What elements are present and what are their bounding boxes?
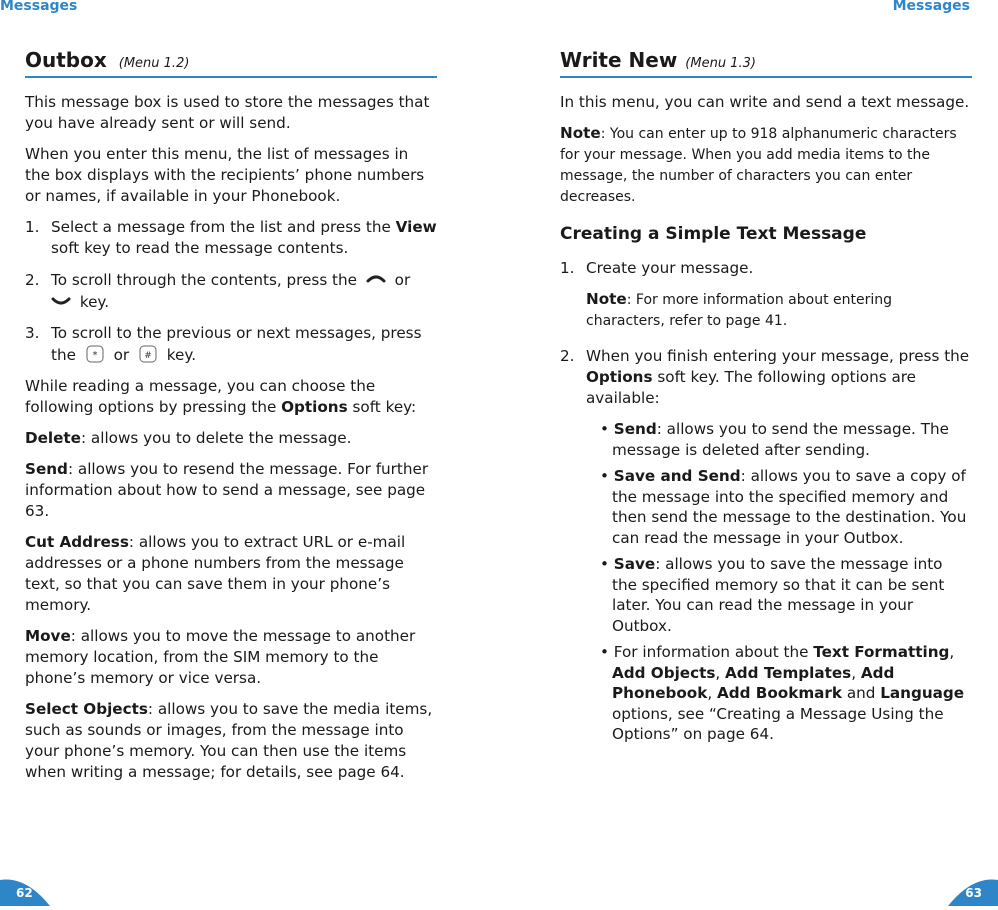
running-header-right: Messages	[892, 0, 970, 14]
section-heading: Creating a Simple Text Message	[560, 224, 867, 244]
hash-key-icon	[138, 344, 158, 364]
write-new-menu-ref: (Menu 1.3)	[685, 56, 756, 71]
bullet-save-and-send: • Save and Send: allows you to save a copy of the message into the specified memory and then send the message to the destination. You can read the message in your Outbox.	[600, 467, 967, 547]
right-page	[560, 48, 972, 751]
outbox-menu-ref: (Menu 1.2)	[118, 56, 190, 71]
bullet-save: • Save: allows you to save the message into the specified memory so that it can be sent later. You can read the message in your Outbox.	[600, 555, 945, 635]
write-step-1-note: Note: For more information about entering characters, refer to page 41.	[586, 290, 893, 329]
outbox-step-1: 1. Select a message from the list and press the View soft key to read the message contents.	[25, 218, 437, 257]
page-number-left: 62	[0, 876, 52, 906]
page-number-right: 63	[946, 876, 998, 906]
write-new-note: Note: You can enter up to 918 alphanumeric characters for your message. When you add media items to the message, the number of characters you can enter decreases.	[560, 124, 957, 205]
options-intro: While reading a message, you can choose the following options by pressing the Options soft key:	[25, 377, 417, 416]
outbox-intro: This message box is used to store the messages that you have already sent or will send.	[25, 93, 430, 132]
star-key-icon	[85, 344, 105, 364]
nav-up-key-icon	[366, 269, 386, 289]
option-select-objects: Select Objects: allows you to save the media items, such as sounds or images, from the message into your phone’s memory. You can then use the items when writing a message; for details, see page 64.	[25, 700, 433, 781]
option-send: Send: allows you to resend the message. For further information about how to send a message, see page 63.	[25, 460, 429, 520]
option-move: Move: allows you to move the message to another memory location, from the SIM memory to the phone’s memory or vice versa.	[25, 627, 416, 687]
bullet-send: • Send: allows you to send the message. The message is deleted after sending.	[600, 420, 949, 459]
option-delete: Delete: allows you to delete the message.	[25, 429, 352, 447]
write-new-intro: In this menu, you can write and send a text message.	[560, 93, 970, 111]
running-header-left: Messages	[0, 0, 78, 14]
left-page	[25, 48, 437, 793]
outbox-heading	[25, 48, 437, 78]
svg-text:#: #	[144, 351, 152, 361]
outbox-title: Outbox	[25, 48, 107, 72]
option-cut-address: Cut Address: allows you to extract URL or e-mail addresses or a phone numbers from the message text, so that you can save them in your phone’s memory.	[25, 533, 406, 614]
write-new-heading	[560, 48, 972, 78]
nav-down-key-icon	[51, 291, 71, 311]
bullet-more-options: • For information about the Text Formatting, Add Objects, Add Templates, Add Phonebook, Add Bookmark and Language options, see “Creating a Message Using the Options” on page 64.	[600, 643, 965, 743]
svg-text:*: *	[92, 350, 98, 361]
outbox-step-2: 2. To scroll through the contents, press the or key.	[25, 271, 411, 311]
write-step-2: 2. When you finish entering your message, press the Options soft key. The following options are available:	[560, 347, 970, 407]
outbox-step-3: 3. To scroll to the previous or next messages, press the * or # key.	[25, 324, 422, 364]
outbox-list-desc: When you enter this menu, the list of messages in the box displays with the recipients’ phone numbers or names, if available in your Phonebook.	[25, 145, 425, 205]
write-step-1: 1. Create your message.	[560, 259, 754, 277]
write-new-title: Write New	[560, 48, 678, 72]
